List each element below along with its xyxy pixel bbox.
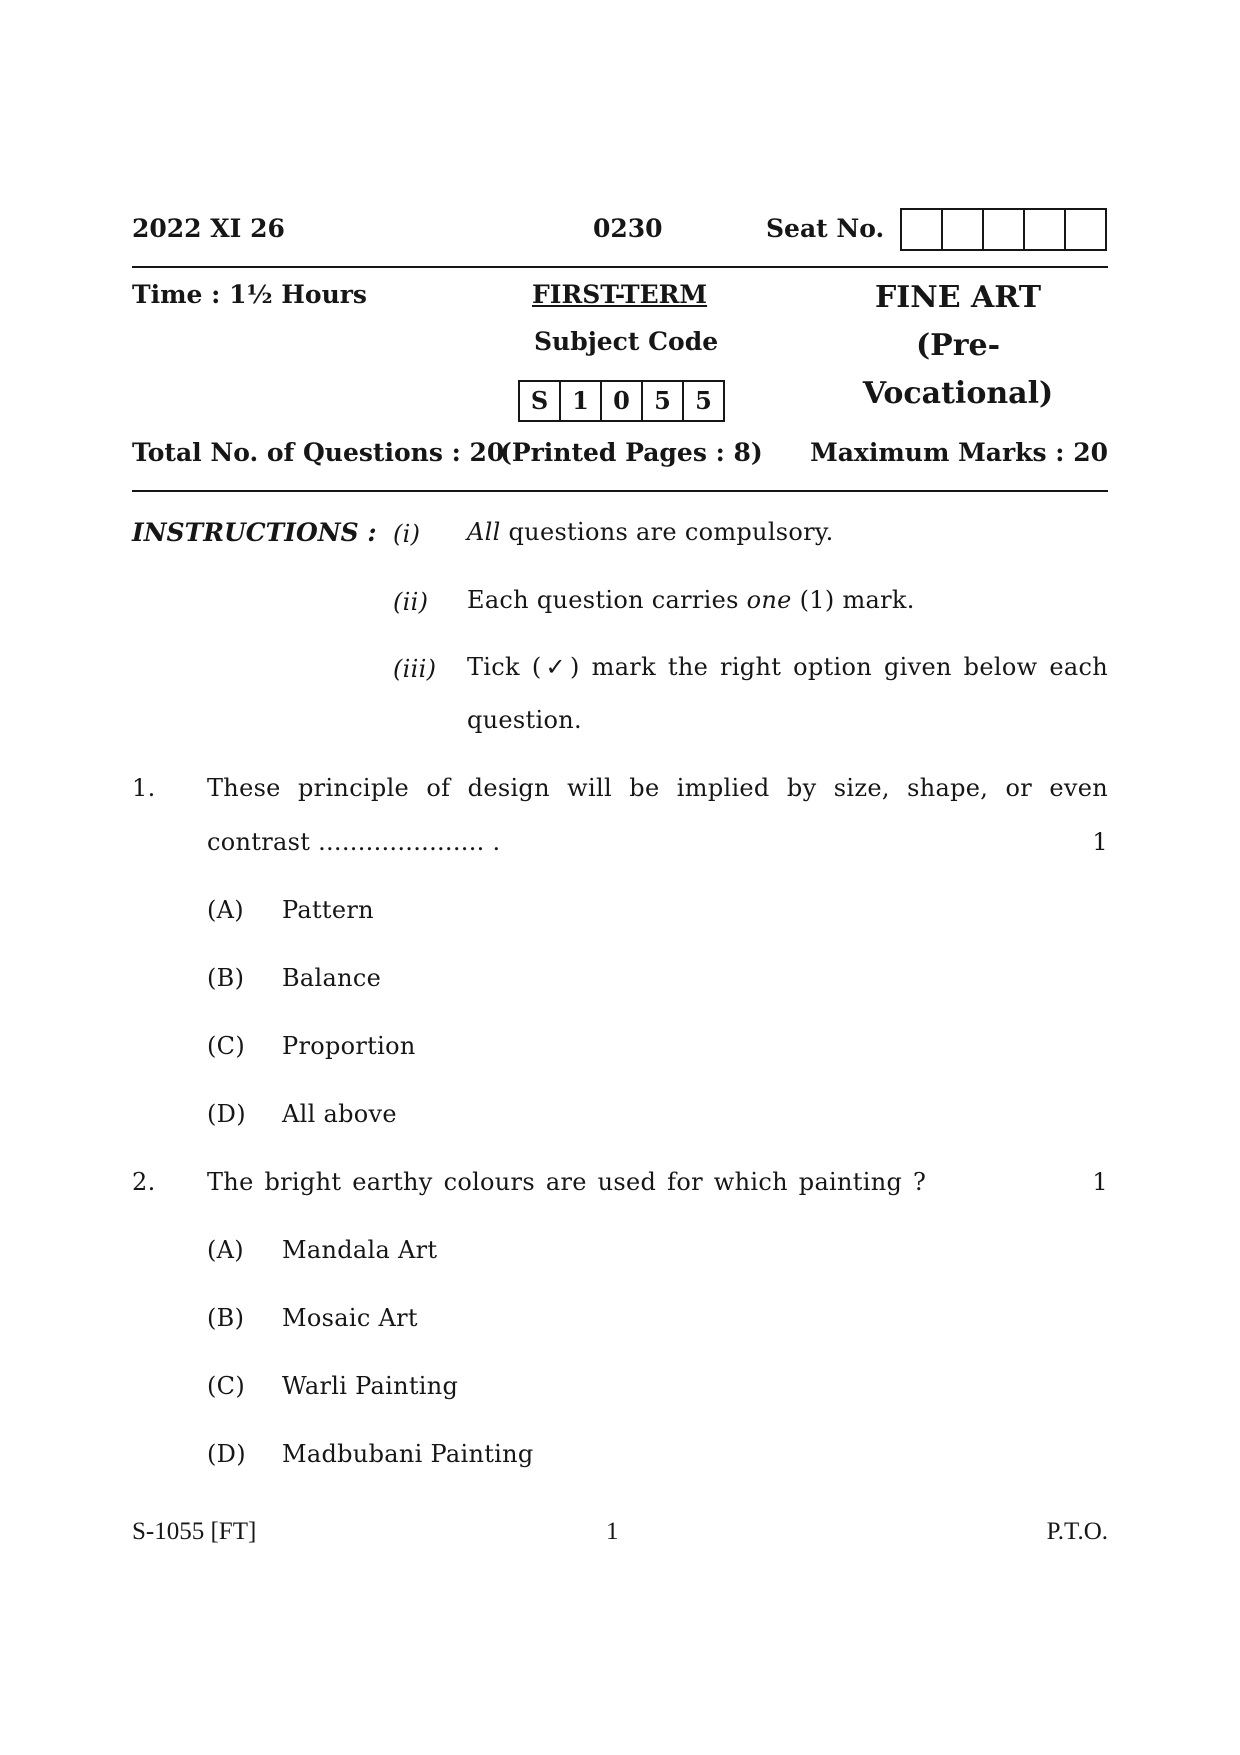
option-text[interactable]: All above: [282, 1100, 397, 1128]
option-text[interactable]: Warli Painting: [282, 1372, 459, 1400]
option-text[interactable]: Mandala Art: [282, 1236, 438, 1264]
total-questions: Total No. of Questions : 20: [132, 438, 505, 467]
center-code: 0230: [593, 214, 663, 243]
option-text[interactable]: Mosaic Art: [282, 1304, 418, 1332]
seat-number-box[interactable]: [943, 210, 984, 249]
header-divider-bottom: [132, 490, 1108, 492]
exam-term: FIRST-TERM: [532, 280, 708, 309]
option-label[interactable]: (C): [207, 1372, 245, 1400]
seat-number-box[interactable]: [902, 210, 943, 249]
instruction-text-cont: question.: [467, 706, 582, 734]
subject-code-label: Subject Code: [534, 327, 719, 356]
option-text[interactable]: Pattern: [282, 896, 374, 924]
footer-pto: P.T.O.: [1046, 1518, 1108, 1545]
subject-code-boxes: [518, 380, 725, 422]
option-text[interactable]: Proportion: [282, 1032, 416, 1060]
seat-number-box[interactable]: [1025, 210, 1066, 249]
question-text: The bright earthy colours are used for which painting ?: [207, 1168, 927, 1196]
option-text[interactable]: Balance: [282, 964, 382, 992]
instruction-number: (iii): [393, 655, 437, 683]
footer-page-number: 1: [606, 1518, 619, 1545]
question-number: 1.: [132, 774, 156, 802]
option-label[interactable]: (D): [207, 1100, 246, 1128]
instruction-emphasis: one: [746, 586, 792, 614]
instruction-number: (i): [393, 520, 421, 548]
footer-paper-code: S-1055 [FT]: [132, 1518, 257, 1545]
option-text[interactable]: Madbubani Painting: [282, 1440, 534, 1468]
seat-number-box[interactable]: [984, 210, 1025, 249]
subject-code-char: 1: [561, 382, 602, 420]
option-label[interactable]: (A): [207, 896, 244, 924]
seat-number-label: Seat No.: [766, 214, 885, 243]
subject-code-char: 5: [695, 386, 712, 415]
subject-code-char: 0: [602, 382, 643, 420]
subject-stream: (Pre-Vocational): [862, 328, 1054, 411]
header-divider-top: [132, 266, 1108, 268]
instruction-emphasis: All: [467, 518, 501, 546]
question-number: 2.: [132, 1168, 156, 1196]
option-label[interactable]: (B): [207, 1304, 245, 1332]
instruction-text: Each question carries one (1) mark.: [467, 586, 915, 614]
option-label[interactable]: (C): [207, 1032, 245, 1060]
subject-title: [828, 274, 1088, 418]
seat-number-boxes[interactable]: [900, 208, 1107, 251]
option-label[interactable]: (B): [207, 964, 245, 992]
question-marks: 1: [1092, 828, 1108, 856]
question-marks: 1: [1092, 1168, 1108, 1196]
instruction-text: Tick (✓) mark the right option given below each: [467, 653, 1108, 681]
subject-name: FINE ART: [874, 280, 1042, 315]
subject-code-char: 5: [643, 382, 684, 420]
instruction-number: (ii): [393, 588, 429, 616]
printed-pages: (Printed Pages : 8): [500, 438, 763, 467]
instructions-heading: INSTRUCTIONS :: [132, 518, 377, 547]
maximum-marks: Maximum Marks : 20: [810, 438, 1108, 467]
question-text: These principle of design will be implied by size, shape, or even: [207, 774, 1108, 802]
option-label[interactable]: (D): [207, 1440, 246, 1468]
question-text-cont: contrast ..................... .: [207, 828, 501, 856]
subject-code-char: S: [520, 382, 561, 420]
instruction-text: All questions are compulsory.: [467, 518, 834, 546]
paper-code: 2022 XI 26: [132, 214, 285, 243]
seat-number-box[interactable]: [1066, 210, 1105, 249]
option-label[interactable]: (A): [207, 1236, 244, 1264]
exam-duration: Time : 1½ Hours: [132, 280, 367, 309]
